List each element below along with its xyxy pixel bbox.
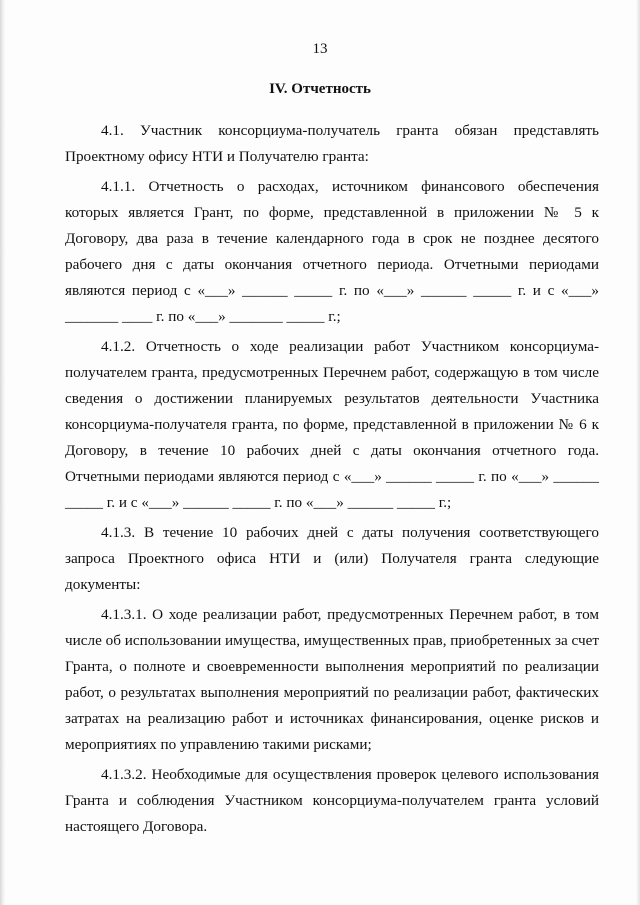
scan-shadow-left [0, 0, 6, 905]
paragraph-4-1-3-2: 4.1.3.2. Необходимые для осуществления проверок целевого использования Гранта и соблюдения Участником консорциума-получателем гранта условий настоящего Договора. [65, 766, 599, 835]
page-number: 13 [312, 41, 328, 57]
paragraph-4-1-1: 4.1.1. Отчетность о расходах, источником финансового обеспечения которых является Грант, по форме, представленной в приложении № 5 к Договору, два раза в течение календарного года в срок не позднее десятого рабочего дня с даты окончания отчетного периода. Отчетными периодами являются период с «___» ______ _____ г. по «___» ______ _____ г. и с «___» _______ ____ г. по «___» _______ _____ г.; [65, 178, 599, 325]
section-title: IV. Отчетность [269, 81, 371, 97]
paragraph-4-1-3-1: 4.1.3.1. О ходе реализации работ, предусмотренных Перечнем работ, в том числе об использовании имущества, имущественных прав, приобретенных за счет Гранта, о полноте и своевременности выполнения мероприятий по реализации работ, о результатах выполнения мероприятий по реализации работ, фактических затратах на реализацию работ и источниках финансирования, оценке рисков и мероприятиях по управлению такими рисками; [65, 606, 600, 753]
paragraph-4-1-3: 4.1.3. В течение 10 рабочих дней с даты получения соответствующего запроса Проектного офиса НТИ и (или) Получателя гранта следующие документы: [65, 524, 599, 593]
scan-shadow-right [636, 0, 640, 905]
paragraph-4-1-2: 4.1.2. Отчетность о ходе реализации работ Участником консорциума-получателем гранта, предусмотренных Перечнем работ, содержащую в том числе сведения о достижении планируемых результатов деятельности Участника консорциума-получателя гранта, по форме, представленной в приложении № 6 к Договору, в течение 10 рабочих дней с даты окончания отчетного года. Отчетными периодами являются период с «___» ______ _____ г. по «___» ______ _____ г. и с «___» ______ _____ г. по «___» ______ _____ г.; [65, 338, 599, 511]
document-body [65, 118, 599, 844]
paragraph-4-1: 4.1. Участник консорциума-получатель гранта обязан представлять Проектному офису НТИ и Получателю гранта: [65, 122, 599, 165]
